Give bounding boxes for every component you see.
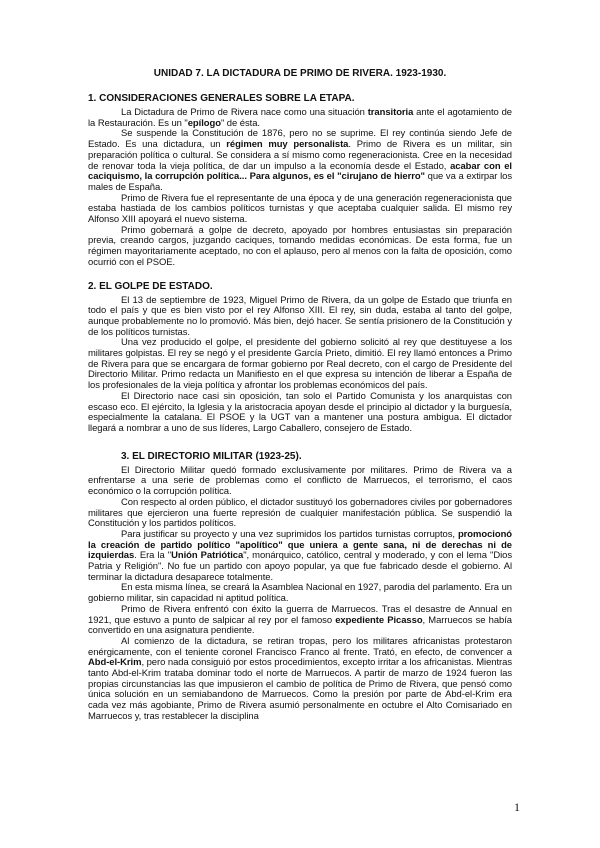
text-run: , pero nada consiguió por estos procedimientos, excepto irritar a los africanistas. Mientras tanto Abd-el-Krim trataba dominar todo el norte de Marruecos. A partir de marzo de 1924 fueron las propias circunstancias las que impusieron el cambio de política de Primo de Rivera, que pensó como única solución en un semiabandono de Marruecos. Como la presión por parte de Abd-el-Krim era cada vez más agobiante, Primo de Rivera asumió personalmente en octubre el Alto Comisariado en Marruecos y, tras restablecer la disciplina [88, 657, 512, 722]
text-run: El 13 de septiembre de 1923, Miguel Primo de Rivera, da un golpe de Estado que triunfa en todo el país y que es bien visto por el rey Alfonso XIII. El rey, sin duda, estaba al tanto del golpe, aunque probablemente no lo promovió. Más bien, dejó hacer. Se sentía prisionero de la Constitución y de los políticos turnistas. [88, 294, 512, 338]
section-3 [88, 451, 512, 723]
paragraph [88, 392, 512, 435]
paragraph [88, 226, 512, 269]
paragraph [88, 466, 512, 498]
paragraph [88, 129, 512, 193]
paragraph [88, 108, 512, 129]
text-run: ", monárquico, católico, central y moderado, y con el lema "Dios Patria y Religión". No fue un partido con apoyo popular, ya que fue fabricado desde el gobierno. Al terminar la dictadura desaparece totalmente. [88, 550, 512, 583]
text-run: Al comienzo de la dictadura, se retiran tropas, pero los militares africanistas protestaron enérgicamente, con el teniente coronel Francisco Franco al frente. Trató, en efecto, de convencer a [88, 635, 512, 658]
document-title: UNIDAD 7. LA DICTADURA DE PRIMO DE RIVERA. 1923-1930. [153, 68, 447, 79]
text-run: que va a extirpar los males de España. [88, 171, 512, 193]
paragraph [88, 530, 512, 584]
bold-run: régimen muy personalista [226, 139, 349, 151]
text-run: Con respecto al orden público, el dictador sustituyó los gobernadores civiles por gobernadores militares que ejercieron una fuerte represión de cualquier manifestación pública. Se suspendió la Constitución y los partidos políticos. [88, 496, 512, 530]
bold-run: epílogo [187, 117, 221, 129]
paragraph [88, 605, 512, 637]
paragraph [88, 583, 512, 604]
paragraph [88, 338, 512, 392]
text-run: El Directorio nace casi sin oposición, tan solo el Partido Comunista y los anarquistas con escaso eco. El ejército, la Iglesia y la aristocracia apoyan desde el principio al dictador y la burguesía, especialmente la catalana. El PSOE y la UGT van a mantener una postura ambigua. El dictador llegará a nombrar a uno de sus líderes, Largo Caballero, consejero de Estado. [88, 390, 512, 434]
paragraph [88, 194, 512, 226]
section-2-heading: 2. EL GOLPE DE ESTADO. [88, 280, 213, 292]
bold-run: acabar con el caciquismo, la corrupción política... Para algunos, es el "cirujano de hierro" [88, 160, 512, 183]
text-run: , Marruecos se había convertido en una asignatura pendiente. [88, 614, 513, 637]
text-run: Primo gobernará a golpe de decreto, apoyado por hombres entusiastas sin preparación previa, creando cargos, juzgando caciques, tomando medidas económicas. De esta forma, fue un régimen mayoritariamente aceptado, no con el aplauso, pero al menos con la falta de oposición, como ocurrió con el PSOE. [88, 224, 512, 268]
text-run: Para justificar su proyecto y una vez suprimidos los partidos turnistas corruptos, [121, 528, 458, 540]
paragraph [88, 637, 512, 723]
text-run: En esta misma línea, se creará la Asamblea Nacional en 1927, parodia del parlamento. Era un gobierno militar, sin capacidad ni aptitud política. [88, 582, 512, 605]
paragraph [88, 296, 512, 339]
section-3-heading: 3. EL DIRECTORIO MILITAR (1923-25). [121, 450, 302, 462]
page-number: 1 [514, 800, 520, 814]
bold-run: expediente Picasso [335, 614, 423, 626]
text-run: Una vez producido el golpe, el presidente del gobierno solicitó al rey que destituyese a los militares golpistas. El rey se negó y el presidente García Prieto, dimitió. El rey llamó entonces a Primo de Rivera para que se encargara de formar gobierno por Real decreto, con el cargo de Presidente del Directorio Militar. Primo redacta un Manifiesto en el que expresa su intención de liberar a España de los profesionales de la vieja política y afrontar los problemas económicos del país. [88, 337, 512, 392]
section-1-heading: 1. CONSIDERACIONES GENERALES SOBRE LA ETAPA. [88, 93, 355, 104]
bold-run: Unión Patriótica [171, 550, 244, 562]
text-run: La Dictadura de Primo de Rivera nace como una situación [121, 107, 368, 118]
text-run: " de ésta. [220, 117, 260, 129]
text-run: . Era la " [134, 550, 172, 562]
paragraph [88, 498, 512, 530]
text-run: Primo de Rivera fue el representante de una época y de una generación regeneracionista que estaba hastiada de los cambios políticos turnistas y que aceptaba cualquier salida. El mismo rey Alfonso XIII apoyará el nuevo sistema. [88, 192, 512, 226]
bold-run: promocionó la creación de partido político "apolítico" que uniera a gente sana, ni de derechas ni de izquierdas [88, 528, 512, 562]
section-1 [88, 93, 512, 269]
text-run: El Directorio Militar quedó formado exclusivamente por militares. Primo de Rivera va a enfrentarse a una serie de problemas como el conflicto de Marruecos, el terrorismo, el caos económico o la corrupción política. [88, 464, 512, 498]
text-run: . Primo de Rivera es un militar, sin preparación política o cultural. Se considera a sí mismo como regeneracionista. Cree en la necesidad de renovar toda la vieja política, de dar un impulso a la economía desde el Estado, [88, 139, 512, 172]
text-run: ante el agotamiento de la Restauración. Es un " [88, 107, 512, 129]
bold-run: Abd-el-Krim [88, 657, 142, 669]
text-run: Se suspende la Constitución de 1876, pero no se suprime. El rey continúa siendo Jefe de Estado. Es una dictadura, un [88, 128, 512, 151]
text-run: Primo de Rivera enfrentó con éxito la guerra de Marruecos. Tras el desastre de Annual en 1921, que estuvo a punto de salpicar al rey por el famoso [88, 603, 512, 626]
bold-run: transitoria [367, 107, 414, 118]
section-2 [88, 281, 512, 435]
